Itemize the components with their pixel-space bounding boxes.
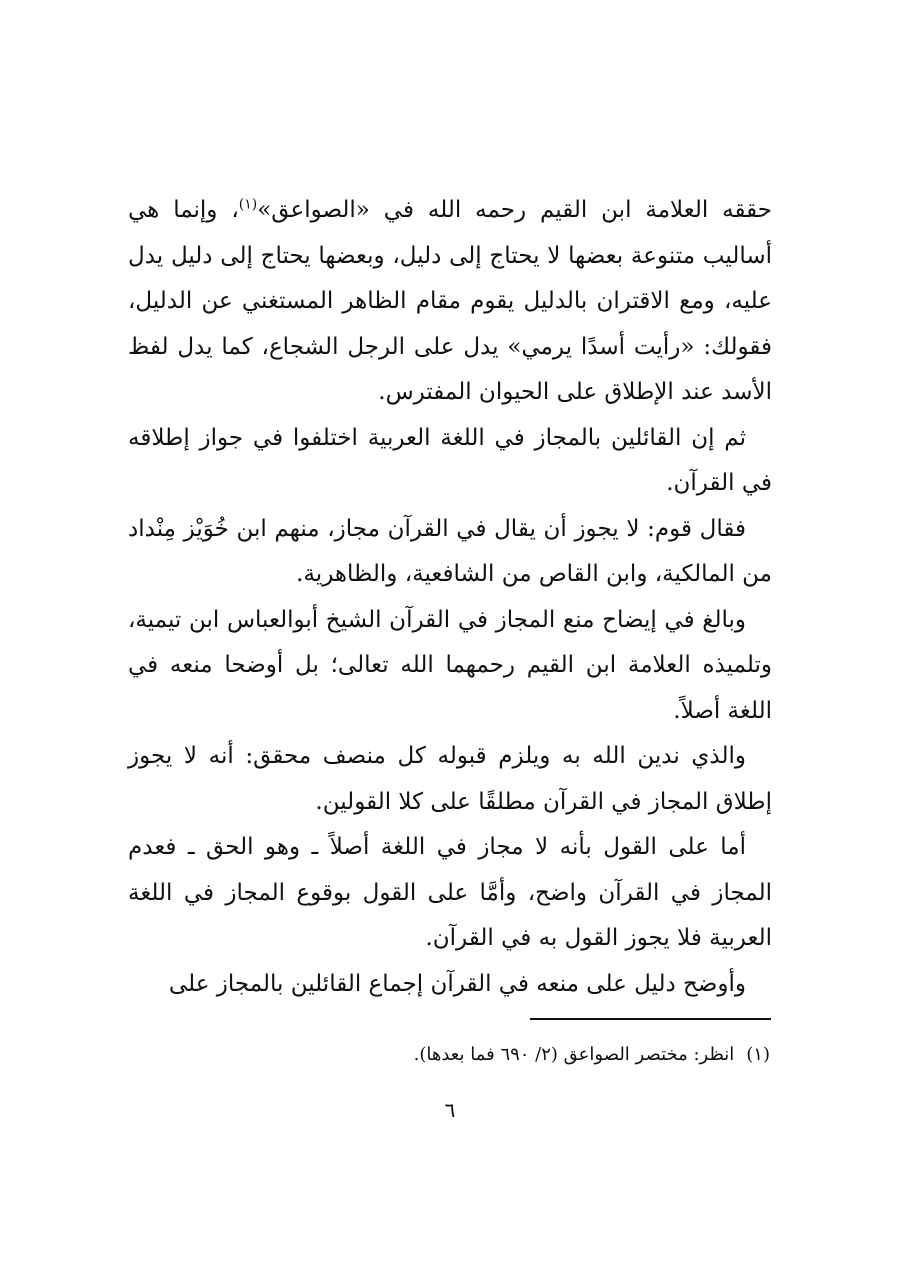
- footnote: [210, 1040, 770, 1070]
- main-text-body: [128, 188, 772, 1007]
- paragraph-2: ثم إن القائلين بالمجاز في اللغة العربية اختلفوا في جواز إطلاقه في القرآن.: [128, 424, 772, 496]
- paragraph-4: وبالغ في إيضاح منع المجاز في القرآن الشيخ أبوالعباس ابن تيمية، وتلميذه العلامة ابن القيم رحمهما الله تعالى؛ بل أوضحا منعه في اللغة أصلاً.: [128, 606, 772, 724]
- page-number: ٦: [444, 1098, 456, 1122]
- footnote-text: انظر: مختصر الصواعق (٢/ ٦٩٠ فما بعدها).: [413, 1044, 735, 1065]
- paragraph-1: [128, 188, 772, 416]
- paragraph-3: فقال قوم: لا يجوز أن يقال في القرآن مجاز، منهم ابن خُوَيْز مِنْداد من المالكية، وابن القاص من الشافعية، والظاهرية.: [128, 515, 772, 587]
- paragraph-5: والذي ندين الله به ويلزم قبوله كل منصف محقق: أنه لا يجوز إطلاق المجاز في القرآن مطلقًا على كلا القولين.: [128, 743, 772, 815]
- paragraph-7: وأوضح دليل على منعه في القرآن إجماع القائلين بالمجاز على: [168, 970, 746, 997]
- paragraph-6: أما على القول بأنه لا مجاز في اللغة أصلاً ـ وهو الحق ـ فعدم المجاز في القرآن واضح، وأمَّا على القول بوقوع المجاز في اللغة العربية فلا يجوز القول به في القرآن.: [128, 834, 772, 951]
- footnote-number: (١): [746, 1044, 770, 1065]
- footnote-separator: [530, 1018, 771, 1020]
- paragraph-1-start: حققه العلامة ابن القيم رحمه الله في «الصواعق»: [257, 197, 772, 223]
- paragraph-1-rest: ، وإنما هي أساليب متنوعة بعضها لا يحتاج إلى دليل، وبعضها يحتاج إلى دليل يدل عليه، ومع الاقتران بالدليل يقوم مقام الظاهر المستغني عن الدليل، فقولك: «رأيت أسدًا يرمي» يدل على الرجل الشجاع، كما يدل لفظ الأسد عند الإطلاق على الحيوان المفترس.: [128, 197, 772, 405]
- footnote-marker: (١): [238, 196, 258, 213]
